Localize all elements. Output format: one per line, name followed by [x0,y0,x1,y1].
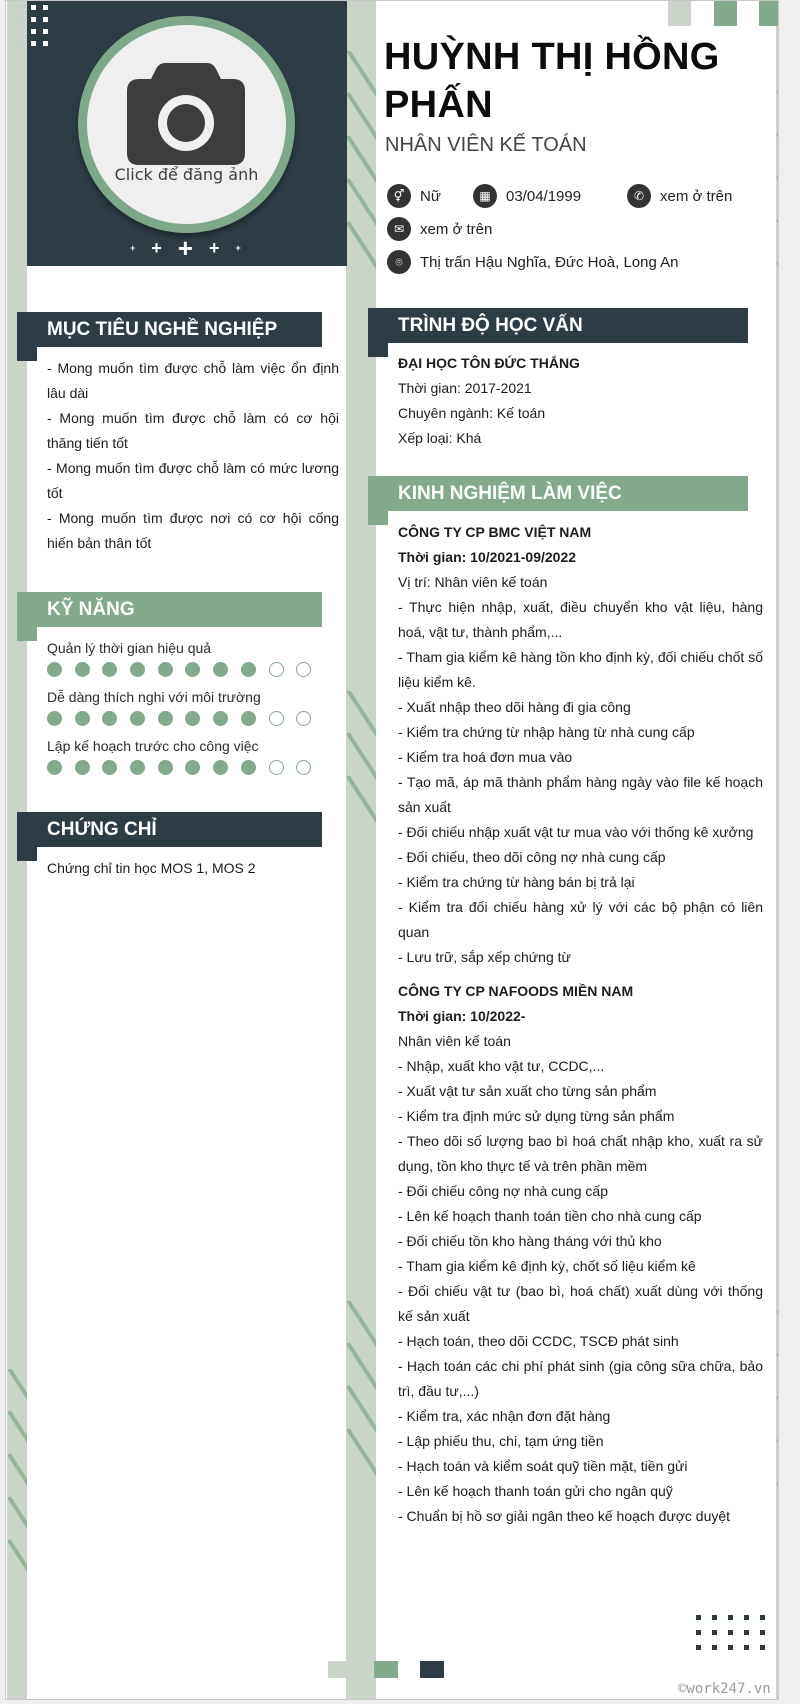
camera-icon [127,63,245,165]
address-row [387,250,679,274]
gender-row [387,184,441,208]
mid-stripes-middle [346,691,376,861]
calendar-icon: ▦ [473,184,497,208]
job-duty: - Nhập, xuất kho vật tư, CCDC,... [398,1058,605,1074]
skills-heading: KỸ NĂNG [17,592,322,627]
phone-value: xem ở trên [660,187,733,205]
mid-stripes-top [346,51,376,281]
job-time: Thời gian: 10/2021-09/2022 [398,549,577,565]
email-value: xem ở trên [420,220,493,238]
objective-item: - Mong muốn tìm được nơi có cơ hội cống hiến bản thân tốt [47,510,339,551]
dot-grid-decor [19,5,48,46]
certificates-list [47,856,339,881]
job-duty: - Hạch toán và kiểm soát quỹ tiền mặt, tiền gửi [398,1458,688,1474]
experience-heading: KINH NGHIỆM LÀM VIỆC [368,476,748,511]
plus-decor: + + + + + [130,233,241,263]
birthday-value: 03/04/1999 [506,187,582,205]
phone-row [627,184,732,208]
education-major: Chuyên ngành: Kế toán [398,405,546,421]
certificate-item: Chứng chỉ tin học MOS 1, MOS 2 [47,860,256,876]
job-duty: - Kiểm tra, xác nhận đơn đặt hàng [398,1408,611,1424]
skill-rating [47,760,347,775]
job-duty: - Kiểm tra chứng từ nhập hàng từ nhà cung cấp [398,724,695,740]
job-duty: - Tạo mã, áp mã thành phẩm hàng ngày vào file kế hoạch sản xuất [398,774,763,815]
objective-item: - Mong muốn tìm được chỗ làm có mức lương tốt [47,460,339,501]
skill-rating [47,662,347,677]
skill-name: Lập kế hoạch trước cho công việc [47,738,259,754]
right-stripes-bottom [776,1311,779,1531]
education-grade: Xếp loại: Khá [398,430,482,446]
education-details [398,351,763,451]
job-duty: - Kiểm tra đối chiếu hàng xử lý với các bộ phận có liên quan [398,899,763,940]
job-duty: - Lập phiếu thu, chi, tạm ứng tiền [398,1433,604,1449]
job-duty: - Hạch toán các chi phí phát sinh (gia công sữa chữa, bảo trì, đầu tư,...) [398,1358,763,1399]
objective-item: - Mong muốn tìm được chỗ làm việc ổn định lâu dài [47,360,339,401]
skill-name: Dễ dàng thích nghi với môi trường [47,689,261,705]
skills-list [47,638,347,785]
education-heading: TRÌNH ĐỘ HỌC VẤN [368,308,748,343]
email-row [387,217,492,241]
job-duty: - Lên kế hoạch thanh toán tiền cho nhà cung cấp [398,1208,702,1224]
job-duty: - Xuất vật tư sản xuất cho từng sản phẩm [398,1083,657,1099]
mid-stripes-bottom [346,1301,376,1501]
job-duty: - Chuẩn bị hồ sơ giải ngân theo kế hoạch được duyệt [398,1508,731,1524]
job-time: Thời gian: 10/2022- [398,1008,526,1024]
education-time: Thời gian: 2017-2021 [398,380,532,396]
job-duty: - Thực hiện nhập, xuất, điều chuyển kho vật liệu, hàng hoá, vật tư, thành phẩm,... [398,599,763,640]
watermark: ©work247.vn [678,1681,771,1697]
objective-heading: MỤC TIÊU NGHỀ NGHIỆP [17,312,322,347]
email-icon: ✉ [387,217,411,241]
skill-name: Quản lý thời gian hiệu quả [47,640,212,656]
job-duty: - Kiểm tra định mức sử dụng từng sản phẩm [398,1108,675,1124]
gender-icon: ⚥ [387,184,411,208]
objective-list [47,356,339,556]
skill-rating [47,711,347,726]
school-name: ĐẠI HỌC TÔN ĐỨC THẮNG [398,355,580,371]
job-position: Nhân viên kế toán [398,1033,511,1049]
job-duty: - Đối chiếu, theo dõi công nợ nhà cung cấp [398,849,666,865]
experience-list [398,520,763,1529]
birthday-row [473,184,581,208]
job-duty: - Kiểm tra chứng từ hàng bán bị trả lại [398,874,635,890]
objective-item: - Mong muốn tìm được chỗ làm có cơ hội thăng tiến tốt [47,410,339,451]
gender-value: Nữ [420,187,441,205]
address-value: Thị trấn Hậu Nghĩa, Đức Hoà, Long An [420,253,679,271]
job-duty: - Theo dõi số lượng bao bì hoá chất nhập kho, xuất ra sử dụng, tồn kho thực tế và trên phần mềm [398,1133,763,1174]
job-company: CÔNG TY CP BMC VIỆT NAM [398,524,592,540]
job-duty: - Đối chiếu nhập xuất vật tư mua vào với thống kê xưởng [398,824,754,840]
job-position: Vị trí: Nhân viên kế toán [398,574,548,590]
candidate-role: NHÂN VIÊN KẾ TOÁN [385,134,587,156]
job-duty: - Đối chiếu công nợ nhà cung cấp [398,1183,608,1199]
location-icon: ⌾ [387,250,411,274]
cv-page [5,0,779,1700]
dot-grid-decor-bottom [696,1615,765,1650]
job-duty: - Lưu trữ, sắp xếp chứng từ [398,949,571,965]
job-duty: - Đối chiếu vật tư (bao bì, hoá chất) xuất dùng với thống kế sản xuất [398,1283,763,1324]
phone-icon: ✆ [627,184,651,208]
certificates-heading: CHỨNG CHỈ [17,812,322,847]
avatar-upload-label: Click để đăng ảnh [114,165,259,184]
job-duty: - Kiểm tra hoá đơn mua vào [398,749,573,765]
avatar-upload[interactable] [78,16,295,233]
job-duty: - Tham gia kiểm kê hàng tồn kho định kỳ, đối chiếu chốt số liệu kiểm kê. [398,649,763,690]
left-stripes-bottom [7,1369,27,1589]
job-duty: - Đối chiếu tồn kho hàng tháng với thủ kho [398,1233,662,1249]
job-duty: - Xuất nhập theo dõi hàng đi gia công [398,699,631,715]
job-duty: - Hạch toán, theo dõi CCDC, TSCĐ phát sinh [398,1333,679,1349]
candidate-name: HUỲNH THỊ HỒNG PHẤN [384,36,720,126]
job-duty: - Lên kế hoạch thanh toán gửi cho ngân quỹ [398,1483,673,1499]
job-company: CÔNG TY CP NAFOODS MIỀN NAM [398,983,634,999]
right-stripes-top [776,91,779,311]
job-duty: - Tham gia kiểm kê định kỳ, chốt số liệu kiểm kê [398,1258,696,1274]
